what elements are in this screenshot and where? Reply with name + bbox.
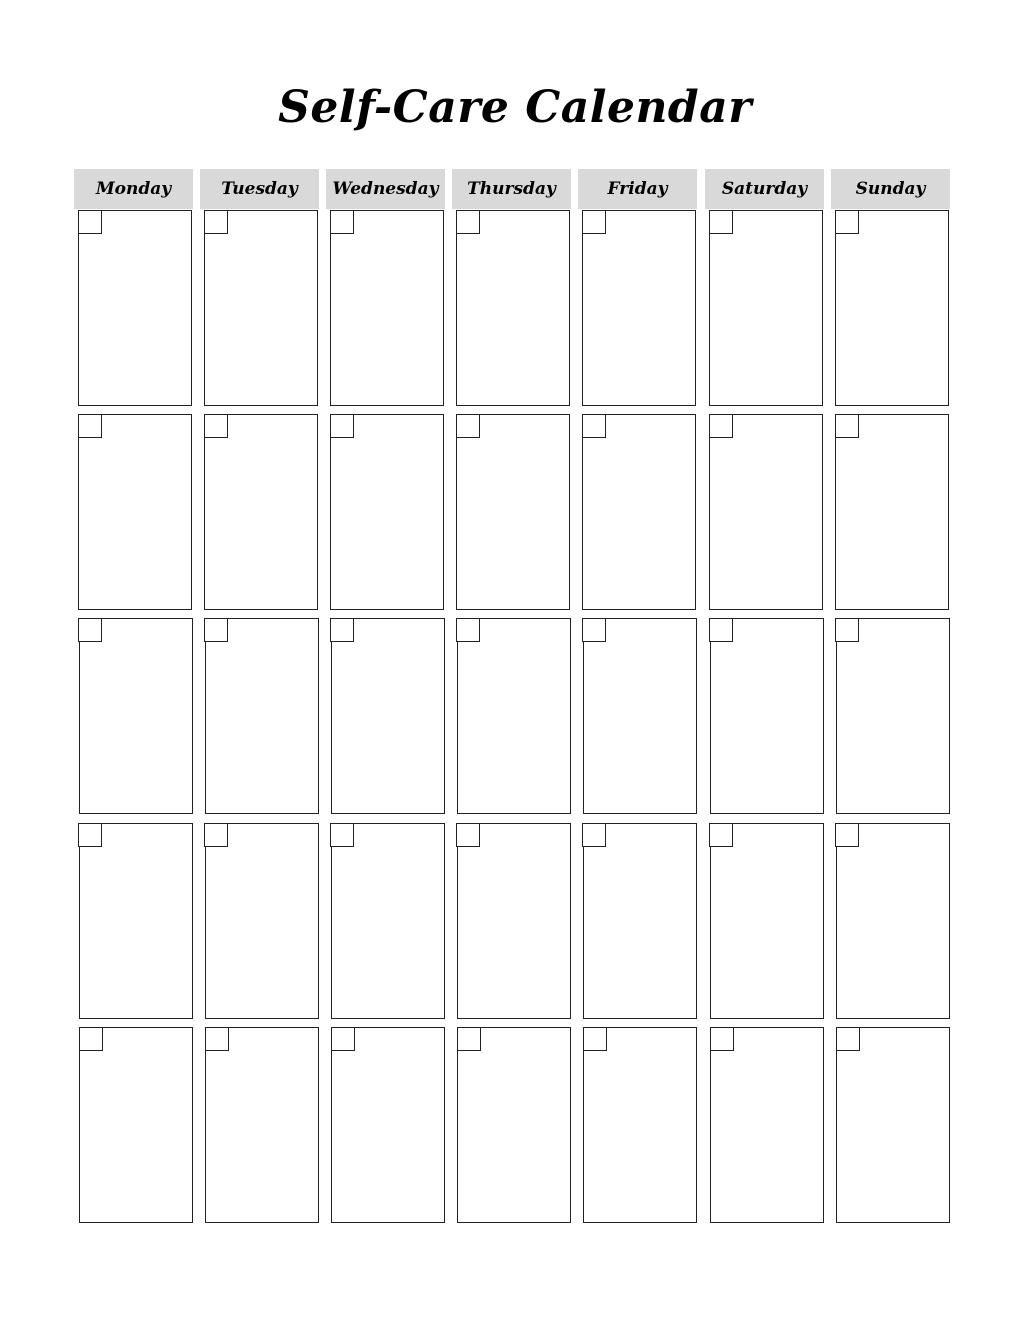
day-cell[interactable] [331,1027,445,1223]
day-checkbox[interactable] [710,1027,734,1051]
day-cell[interactable] [457,823,571,1019]
day-cell[interactable] [205,1027,319,1223]
day-cell[interactable] [79,618,193,814]
day-checkbox[interactable] [330,414,354,438]
weekday-header-thursday: Thursday [452,169,571,209]
day-cell[interactable] [582,210,696,406]
day-cell[interactable] [583,1027,697,1223]
day-checkbox[interactable] [709,823,733,847]
day-checkbox[interactable] [78,823,102,847]
day-cell[interactable] [583,618,697,814]
day-cell[interactable] [330,414,444,610]
day-cell[interactable] [710,1027,824,1223]
day-checkbox[interactable] [331,1027,355,1051]
day-checkbox[interactable] [835,210,859,234]
day-cell[interactable] [457,618,571,814]
day-checkbox[interactable] [330,618,354,642]
day-checkbox[interactable] [583,1027,607,1051]
day-cell[interactable] [582,414,696,610]
day-checkbox[interactable] [709,210,733,234]
day-checkbox[interactable] [79,1027,103,1051]
day-cell[interactable] [583,823,697,1019]
day-cell[interactable] [78,210,192,406]
day-cell[interactable] [835,210,949,406]
day-cell[interactable] [835,414,949,610]
day-checkbox[interactable] [835,618,859,642]
day-cell[interactable] [205,618,319,814]
day-cell[interactable] [331,823,445,1019]
page-title: Self-Care Calendar [278,82,752,133]
day-checkbox[interactable] [582,618,606,642]
day-cell[interactable] [204,210,318,406]
day-checkbox[interactable] [205,1027,229,1051]
day-checkbox[interactable] [836,1027,860,1051]
day-checkbox[interactable] [330,210,354,234]
day-checkbox[interactable] [709,414,733,438]
day-checkbox[interactable] [835,414,859,438]
day-cell[interactable] [204,414,318,610]
weekday-header-friday: Friday [578,169,697,209]
weekday-header-monday: Monday [74,169,193,209]
day-cell[interactable] [79,1027,193,1223]
day-checkbox[interactable] [582,414,606,438]
day-cell[interactable] [836,1027,950,1223]
weekday-header-sunday: Sunday [831,169,950,209]
day-checkbox[interactable] [835,823,859,847]
day-cell[interactable] [205,823,319,1019]
day-checkbox[interactable] [456,618,480,642]
day-cell[interactable] [710,823,824,1019]
day-checkbox[interactable] [204,618,228,642]
weekday-header-wednesday: Wednesday [326,169,445,209]
weekday-header-saturday: Saturday [705,169,824,209]
day-cell[interactable] [330,210,444,406]
day-cell[interactable] [78,414,192,610]
weekday-header-tuesday: Tuesday [200,169,319,209]
day-cell[interactable] [836,823,950,1019]
day-cell[interactable] [836,618,950,814]
day-cell[interactable] [710,618,824,814]
day-cell[interactable] [79,823,193,1019]
day-checkbox[interactable] [456,210,480,234]
day-checkbox[interactable] [582,823,606,847]
day-checkbox[interactable] [456,414,480,438]
day-cell[interactable] [457,1027,571,1223]
day-cell[interactable] [456,414,570,610]
day-checkbox[interactable] [330,823,354,847]
day-checkbox[interactable] [78,618,102,642]
day-cell[interactable] [331,618,445,814]
day-cell[interactable] [456,210,570,406]
day-cell[interactable] [709,414,823,610]
day-checkbox[interactable] [709,618,733,642]
day-checkbox[interactable] [457,1027,481,1051]
day-checkbox[interactable] [204,210,228,234]
day-checkbox[interactable] [78,414,102,438]
day-checkbox[interactable] [204,414,228,438]
day-cell[interactable] [709,210,823,406]
day-checkbox[interactable] [204,823,228,847]
day-checkbox[interactable] [456,823,480,847]
day-checkbox[interactable] [78,210,102,234]
day-checkbox[interactable] [582,210,606,234]
